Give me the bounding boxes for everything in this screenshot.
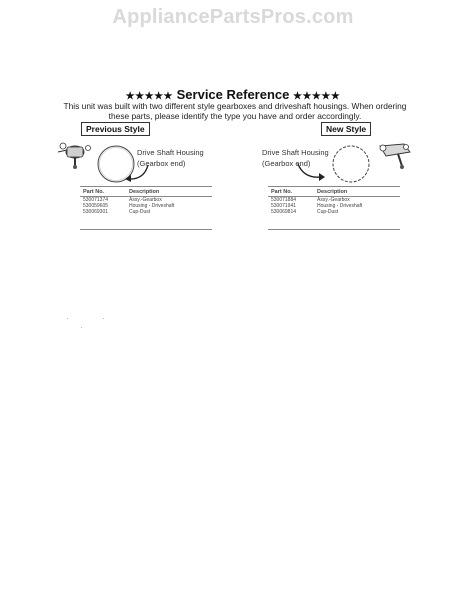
intro-text: This unit was built with two different style gearboxes and driveshaft housings. When ordering these parts, please identify the type you have and order accordingly.	[63, 101, 407, 121]
part-description: Housing - Driveshaft	[317, 203, 363, 209]
scan-speck	[67, 318, 68, 319]
stars-right: ★★★★★	[293, 91, 341, 102]
header-description: Description	[126, 187, 212, 197]
header-description: Description	[314, 187, 400, 197]
new-housing-ring	[330, 143, 372, 185]
part-number: 530071941	[271, 203, 297, 209]
part-description: Assy.-Gearbox	[317, 197, 350, 203]
part-number: 530059605	[83, 203, 109, 209]
previous-pointer-arrow	[122, 162, 152, 184]
part-description: Cup-Dust	[126, 209, 212, 230]
part-number: 530071884	[271, 197, 297, 203]
scan-speck	[103, 318, 104, 319]
part-description: Assy.-Gearbox	[129, 197, 162, 203]
new-gearbox-illustration	[374, 138, 416, 172]
previous-gearbox-illustration	[54, 138, 96, 172]
header-part-no: Part No.	[268, 187, 314, 197]
new-caption-line2: (Gearbox end)	[262, 159, 311, 168]
scan-speck	[81, 327, 82, 328]
title-text: Service Reference	[176, 87, 290, 102]
table-row	[268, 209, 400, 230]
table-row	[80, 209, 212, 230]
new-parts-table	[268, 186, 400, 230]
part-number: 530069814	[268, 209, 314, 230]
table-header-row	[80, 187, 212, 197]
part-number: 530071374	[83, 197, 109, 203]
watermark: AppliancePartsPros.com	[112, 6, 354, 28]
previous-parts-table	[80, 186, 212, 230]
part-number: 530069301	[80, 209, 126, 230]
new-style-label: New Style	[321, 122, 371, 136]
page-title	[0, 87, 466, 102]
stars-left: ★★★★★	[125, 91, 173, 102]
previous-style-label: Previous Style	[81, 122, 150, 136]
part-description: Cup-Dust	[314, 209, 400, 230]
table-header-row	[268, 187, 400, 197]
previous-caption-line2: (Gearbox end)	[137, 159, 186, 168]
new-caption-line1: Drive Shaft Housing	[262, 148, 329, 157]
part-description: Housing - Driveshaft	[129, 203, 175, 209]
new-pointer-arrow	[294, 160, 326, 184]
header-part-no: Part No.	[80, 187, 126, 197]
previous-caption-line1: Drive Shaft Housing	[137, 148, 204, 157]
